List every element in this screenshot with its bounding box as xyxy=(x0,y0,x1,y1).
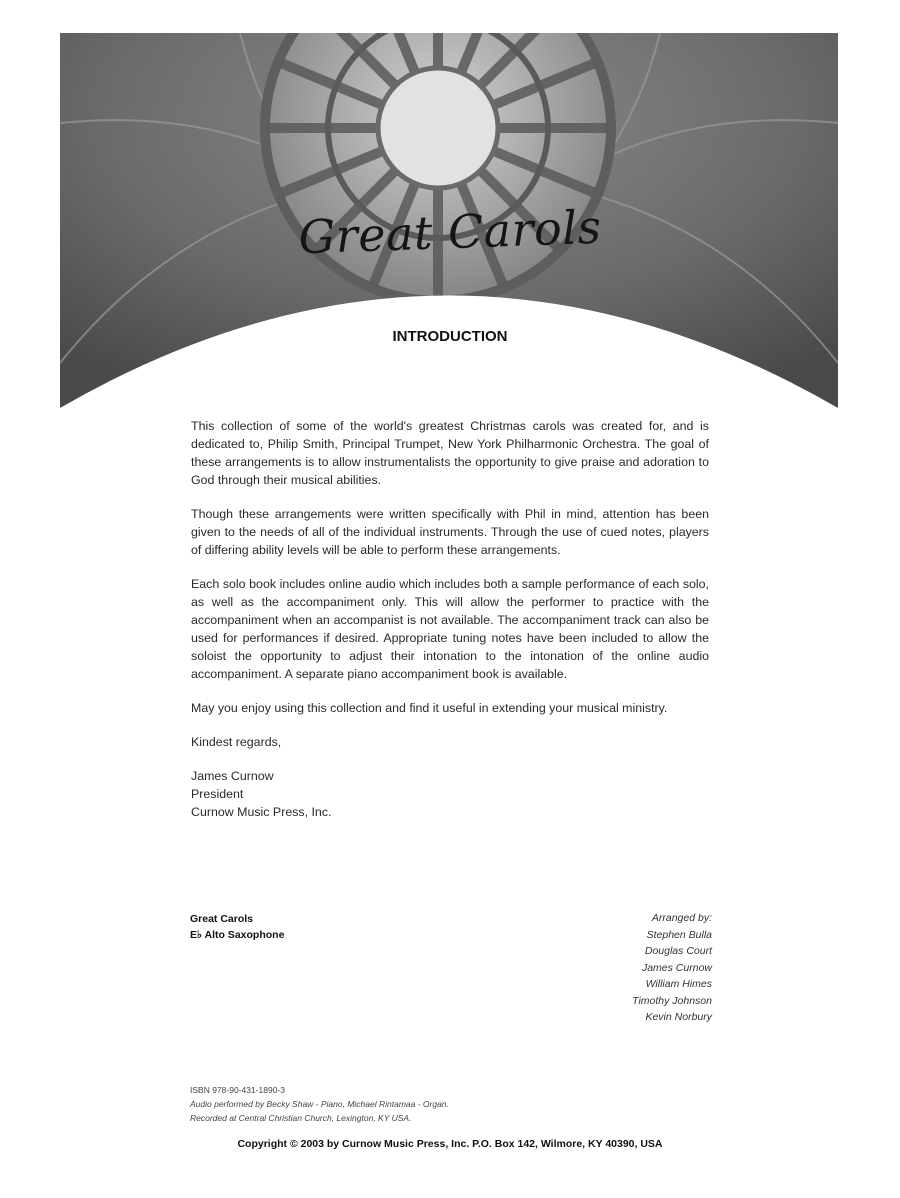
recording-credit: Recorded at Central Christian Church, Lexington, KY USA. xyxy=(190,1113,412,1123)
arranger-name: James Curnow xyxy=(641,961,712,974)
arranger-name: Timothy Johnson xyxy=(632,994,712,1007)
arrangers-label: Arranged by: xyxy=(651,912,712,924)
isbn: ISBN 978-90-431-1890-3 xyxy=(190,1085,285,1095)
book-title: Great Carols xyxy=(190,913,254,925)
copyright-notice: Copyright © 2003 by Curnow Music Press, Inc. P.O. Box 142, Wilmore, KY 40390, USA xyxy=(237,1138,663,1150)
intro-paragraph: Though these arrangements were written specifically with Phil in mind, attention has been given to the needs of all of the individual instruments. Through the use of cued notes, players of differing ability levels will be able to perform these arrangements. xyxy=(191,507,709,557)
audio-credit: Audio performed by Becky Shaw - Piano, Michael Rintamaa - Organ. xyxy=(190,1099,449,1109)
arranger-name: Stephen Bulla xyxy=(646,928,712,941)
production-credits xyxy=(190,1083,449,1125)
arranger-name: William Himes xyxy=(645,978,712,990)
arranger-name: Kevin Norbury xyxy=(645,1011,712,1023)
signature-name: James Curnow xyxy=(191,769,274,783)
book-instrument: E♭ Alto Saxophone xyxy=(190,929,285,941)
introduction-heading: INTRODUCTION xyxy=(392,328,508,345)
signature-title: President xyxy=(191,787,244,801)
cover-title: Great Carols xyxy=(297,199,603,265)
intro-paragraph: May you enjoy using this collection and find it useful in extending your musical ministry. xyxy=(191,701,668,715)
introduction-body xyxy=(191,417,709,821)
closing-line: Kindest regards, xyxy=(191,735,282,749)
arranger-name: Douglas Court xyxy=(644,945,712,957)
intro-paragraph: Each solo book includes online audio which includes both a sample performance of each solo, as well as the accompaniment only. This will allow the performer to practice with the accompaniment when an accompanist is not available. The accompaniment track can also be used for performances if desired. Appropriate tuning notes have been included to allow the soloist the opportunity to adjust their intonation to the intonation of the online audio accompaniment. A separate piano accompaniment book is available. xyxy=(191,577,709,681)
arrangers-list xyxy=(632,910,712,1026)
intro-paragraph: This collection of some of the world's greatest Christmas carols was created for, and is dedicated to, Philip Smith, Principal Trumpet, New York Philharmonic Orchestra. The goal of these arrangements is to allow instrumentalists the opportunity to give praise and adoration to God through their musical abilities. xyxy=(191,419,709,487)
book-info xyxy=(190,911,284,943)
signature-block xyxy=(191,767,709,821)
signature-company: Curnow Music Press, Inc. xyxy=(191,805,332,819)
